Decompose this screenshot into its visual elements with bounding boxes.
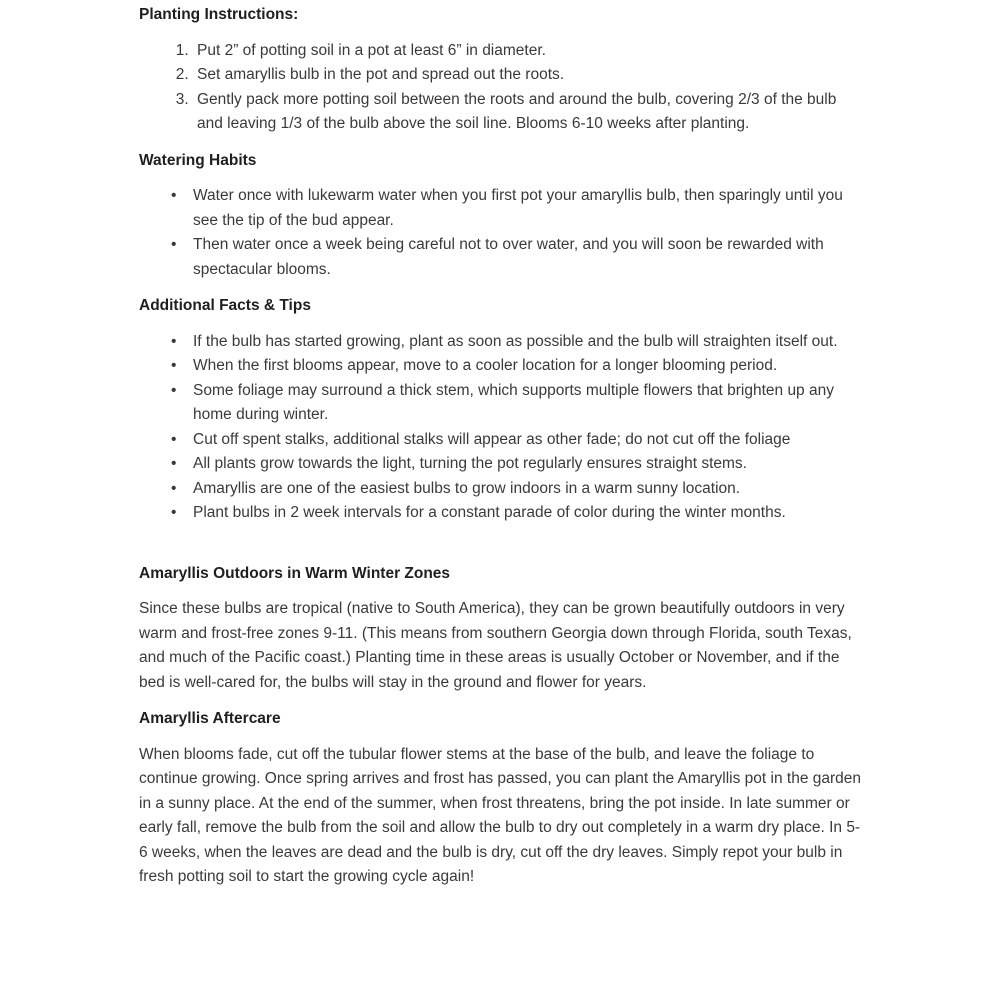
list-item: • When the first blooms appear, move to a cooler location for a longer blooming period. bbox=[193, 354, 864, 379]
facts-tips-list bbox=[139, 330, 864, 526]
paragraph-aftercare: When blooms fade, cut off the tubular flower stems at the base of the bulb, and leave the foliage to continue growing. Once spring arrives and frost has passed, you can plant the Amaryllis pot in the garden in a sunny place. At the end of the summer, when frost threatens, bring the pot inside. In late summer or early fall, remove the bulb from the soil and allow the bulb to dry out completely in a warm dry place. In 5-6 weeks, when the leaves are dead and the bulb is dry, cut off the dry leaves. Simply repot your bulb in fresh potting soil to start the growing cycle again! bbox=[139, 745, 862, 885]
section-heading-watering-habits: Watering Habits bbox=[139, 151, 257, 169]
list-item: • Water once with lukewarm water when you first pot your amaryllis bulb, then sparingly until you see the tip of the bud appear. bbox=[193, 184, 864, 233]
section-watering-habits bbox=[139, 149, 864, 283]
list-item: • Plant bulbs in 2 week intervals for a constant parade of color during the winter months. bbox=[193, 501, 864, 526]
section-planting-instructions bbox=[139, 3, 864, 137]
section-outdoors-warm-zones bbox=[139, 562, 864, 696]
list-item: • Then water once a week being careful not to over water, and you will soon be rewarded with spectacular blooms. bbox=[193, 233, 864, 282]
section-aftercare bbox=[139, 707, 864, 890]
section-heading-outdoors-warm-zones: Amaryllis Outdoors in Warm Winter Zones bbox=[139, 564, 451, 582]
list-item: • Some foliage may surround a thick stem, which supports multiple flowers that brighten up any home during winter. bbox=[193, 379, 864, 428]
section-heading-additional-facts: Additional Facts & Tips bbox=[139, 297, 311, 314]
list-item: 1. Put 2” of potting soil in a pot at least 6” in diameter. bbox=[193, 39, 864, 64]
paragraph-outdoors-warm-zones: Since these bulbs are tropical (native to South America), they can be grown beautifully outdoors in very warm and frost-free zones 9-11. (This means from southern Georgia down through Florida, south Texas, and much of the Pacific coast.) Planting time in these areas is usually October or November, and if the bed is well-cared for, the bulbs will stay in the ground and flower for years. bbox=[139, 600, 852, 691]
section-additional-facts bbox=[139, 294, 864, 526]
section-heading-planting-instructions: Planting Instructions: bbox=[139, 6, 299, 23]
list-item: • Amaryllis are one of the easiest bulbs to grow indoors in a warm sunny location. bbox=[193, 477, 864, 502]
planting-steps-list bbox=[139, 39, 864, 137]
list-item: • Cut off spent stalks, additional stalks will appear as other fade; do not cut off the foliage bbox=[193, 428, 864, 453]
section-heading-aftercare: Amaryllis Aftercare bbox=[139, 710, 281, 727]
list-item: 2. Set amaryllis bulb in the pot and spread out the roots. bbox=[193, 63, 864, 88]
list-item: • If the bulb has started growing, plant as soon as possible and the bulb will straighten itself out. bbox=[193, 330, 864, 355]
watering-tips-list bbox=[139, 184, 864, 282]
list-item: 3. Gently pack more potting soil between the roots and around the bulb, covering 2/3 of the bulb and leaving 1/3 of the bulb above the soil line. Blooms 6-10 weeks after planting. bbox=[193, 88, 864, 137]
list-item: • All plants grow towards the light, turning the pot regularly ensures straight stems. bbox=[193, 452, 864, 477]
